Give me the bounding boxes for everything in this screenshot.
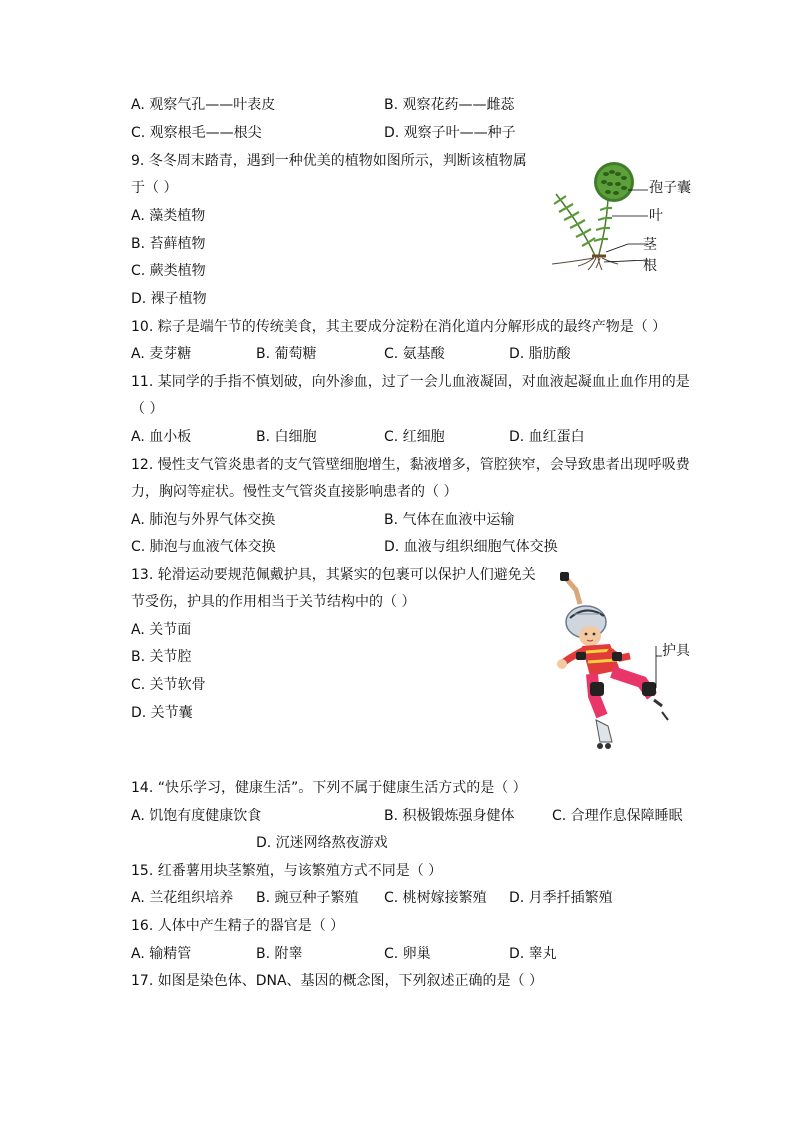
q9-option-d: D. 裸子植物: [131, 291, 207, 307]
q11-stem-line2: （ ）: [131, 401, 164, 417]
q9-stem-line1: 9. 冬冬周末踏青，遇到一种优美的植物如图所示，判断该植物属: [131, 153, 527, 169]
q12-option-d: D. 血液与组织细胞气体交换: [384, 539, 558, 555]
q14-option-d: D. 沉迷网络熬夜游戏: [256, 835, 388, 851]
q15-option-c: C. 桃树嫁接繁殖: [384, 890, 487, 906]
q13-option-c: C. 关节软骨: [131, 677, 206, 693]
skater-label-protector: 护具: [662, 643, 690, 659]
q8-option-d: D. 观察子叶——种子: [384, 125, 516, 141]
q13-option-b: B. 关节腔: [131, 649, 192, 665]
q16-option-c: C. 卵巢: [384, 946, 431, 962]
q10-option-b: B. 葡萄糖: [256, 346, 317, 362]
q9-option-c: C. 蕨类植物: [131, 263, 206, 279]
q11-option-a: A. 血小板: [131, 429, 192, 445]
q15-stem: 15. 红番薯用块茎繁殖，与该繁殖方式不同是（ ）: [131, 863, 443, 879]
q9-option-b: B. 苔藓植物: [131, 236, 206, 252]
q11-stem-line1: 11. 某同学的手指不慎划破，向外渗血，过了一会儿血液凝固，对血液起凝血止血作用的是: [131, 374, 690, 390]
q11-option-d: D. 血红蛋白: [509, 429, 585, 445]
q16-option-d: D. 睾丸: [509, 946, 557, 962]
q10-stem: 10. 粽子是端午节的传统美食，其主要成分淀粉在消化道内分解形成的最终产物是（ ）: [131, 319, 667, 335]
q10-option-c: C. 氨基酸: [384, 346, 445, 362]
q16-stem: 16. 人体中产生精子的器官是（ ）: [131, 918, 345, 934]
q17-stem: 17. 如图是染色体、DNA、基因的概念图，下列叙述正确的是（ ）: [131, 973, 543, 989]
q14-option-a: A. 饥饱有度健康饮食: [131, 808, 262, 824]
q12-option-c: C. 肺泡与血液气体交换: [131, 539, 276, 555]
q12-stem-line1: 12. 慢性支气管炎患者的支气管壁细胞增生，黏液增多，管腔狭窄，会导致患者出现呼吸费: [131, 457, 690, 473]
q13-option-a: A. 关节面: [131, 622, 192, 638]
q16-option-b: B. 附睾: [256, 946, 303, 962]
q16-option-a: A. 输精管: [131, 946, 192, 962]
q15-option-a: A. 兰花组织培养: [131, 890, 234, 906]
q15-option-b: B. 豌豆种子繁殖: [256, 890, 359, 906]
q13-stem-line2: 节受伤，护具的作用相当于关节结构中的（ ）: [131, 594, 416, 610]
fern-figure: [548, 160, 648, 272]
fern-label-spore: 孢子囊: [649, 180, 691, 196]
q14-option-c: C. 合理作息保障睡眠: [552, 808, 683, 824]
q15-option-d: D. 月季扦插繁殖: [509, 890, 613, 906]
q14-option-b: B. 积极锻炼强身健体: [384, 808, 515, 824]
q8-option-b: B. 观察花药——雌蕊: [384, 97, 515, 113]
q13-stem-line1: 13. 轮滑运动要规范佩戴护具，其紧实的包裹可以保护人们避免关: [131, 567, 536, 583]
fern-label-leaf: 叶: [649, 208, 663, 224]
q8-option-a: A. 观察气孔——叶表皮: [131, 97, 276, 113]
fern-label-root: 根: [643, 258, 657, 274]
fern-label-stem: 茎: [643, 237, 657, 253]
q12-option-b: B. 气体在血液中运输: [384, 512, 515, 528]
q12-option-a: A. 肺泡与外界气体交换: [131, 512, 276, 528]
q9-stem-line2: 于（ ）: [131, 180, 178, 196]
q10-option-a: A. 麦芽糖: [131, 346, 192, 362]
q13-option-d: D. 关节囊: [131, 705, 193, 721]
skater-figure: [550, 570, 680, 752]
q9-option-a: A. 藻类植物: [131, 208, 206, 224]
q12-stem-line2: 力，胸闷等症状。慢性支气管炎直接影响患者的（ ）: [131, 484, 458, 500]
q8-option-c: C. 观察根毛——根尖: [131, 125, 262, 141]
q10-option-d: D. 脂肪酸: [509, 346, 571, 362]
q11-option-c: C. 红细胞: [384, 429, 445, 445]
q14-stem: 14. “快乐学习，健康生活”。下列不属于健康生活方式的是（ ）: [131, 780, 527, 796]
q11-option-b: B. 白细胞: [256, 429, 317, 445]
